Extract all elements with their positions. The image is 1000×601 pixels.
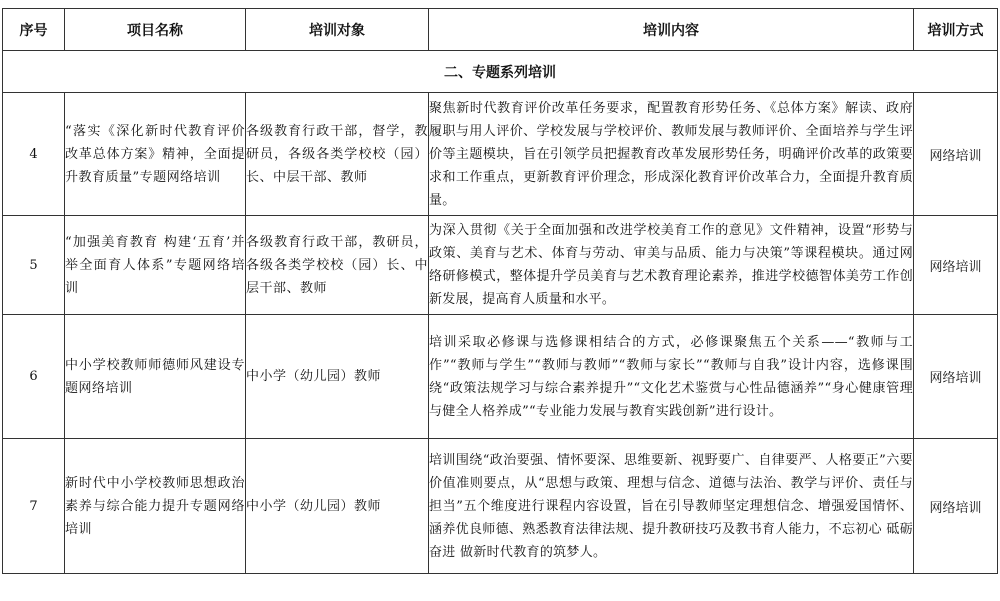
section-row [3, 51, 998, 93]
table-row [3, 93, 998, 216]
row-project-name: “加强美育教育 构建‘五育’并举全面育人体系”专题网络培训 [65, 216, 246, 315]
header-seq: 序号 [3, 9, 65, 51]
header-target-audience: 培训对象 [246, 9, 429, 51]
row-seq: 6 [3, 315, 65, 439]
row-target-audience: 中小学（幼儿园）教师 [246, 439, 429, 574]
table-row [3, 439, 998, 574]
row-seq: 5 [3, 216, 65, 315]
row-training-method: 网络培训 [914, 439, 998, 574]
table-row [3, 315, 998, 439]
header-training-content: 培训内容 [429, 9, 914, 51]
header-project-name: 项目名称 [65, 9, 246, 51]
header-row [3, 9, 998, 51]
header-training-method: 培训方式 [914, 9, 998, 51]
training-table [2, 8, 998, 574]
section-title: 二、专题系列培训 [3, 51, 998, 93]
table-row [3, 216, 998, 315]
row-target-audience: 各级教育行政干部，教研员，各级各类学校校（园）长、中层干部、教师 [246, 216, 429, 315]
row-training-method: 网络培训 [914, 93, 998, 216]
row-project-name: “落实《深化新时代教育评价改革总体方案》精神，全面提升教育质量”专题网络培训 [65, 93, 246, 216]
row-project-name: 中小学校教师师德师风建设专题网络培训 [65, 315, 246, 439]
row-seq: 7 [3, 439, 65, 574]
row-seq: 4 [3, 93, 65, 216]
row-training-content: 培训采取必修课与选修课相结合的方式，必修课聚焦五个关系——“教师与工作”“教师与学生”“教师与教师”“教师与家长”“教师与自我”设计内容，选修课围绕“政策法规学习与综合素养提升”“文化艺术鉴赏与心性品德涵养”“身心健康管理与健全人格养成”“专业能力发展与教育实践创新”进行设计。 [429, 315, 914, 439]
row-training-content: 聚焦新时代教育评价改革任务要求，配置教育形势任务、《总体方案》解读、政府履职与用人评价、学校发展与学校评价、教师发展与教师评价、全面培养与学生评价等主题模块，旨在引领学员把握教育改革发展形势任务，明确评价改革的政策要求和工作重点，更新教育评价理念，形成深化教育评价改革合力，全面提升教育质量。 [429, 93, 914, 216]
row-training-method: 网络培训 [914, 315, 998, 439]
row-target-audience: 中小学（幼儿园）教师 [246, 315, 429, 439]
row-training-method: 网络培训 [914, 216, 998, 315]
row-training-content: 为深入贯彻《关于全面加强和改进学校美育工作的意见》文件精神，设置“形势与政策、美育与艺术、体育与劳动、审美与品质、能力与决策”等课程模块。通过网络研修模式，整体提升学员美育与艺术教育理论素养，推进学校德智体美劳工作创新发展，提高育人质量和水平。 [429, 216, 914, 315]
row-target-audience: 各级教育行政干部，督学，教研员，各级各类学校校（园）长、中层干部、教师 [246, 93, 429, 216]
row-training-content: 培训围绕“政治要强、情怀要深、思维要新、视野要广、自律要严、人格要正”六要价值准则要点，从“思想与政策、理想与信念、道德与法治、教学与评价、责任与担当”五个维度进行课程内容设置，旨在引导教师坚定理想信念、增强爱国情怀、涵养优良师德、熟悉教育法律法规、提升教研技巧及教书育人能力，不忘初心 砥砺奋进 做新时代教育的筑梦人。 [429, 439, 914, 574]
row-project-name: 新时代中小学校教师思想政治素养与综合能力提升专题网络培训 [65, 439, 246, 574]
